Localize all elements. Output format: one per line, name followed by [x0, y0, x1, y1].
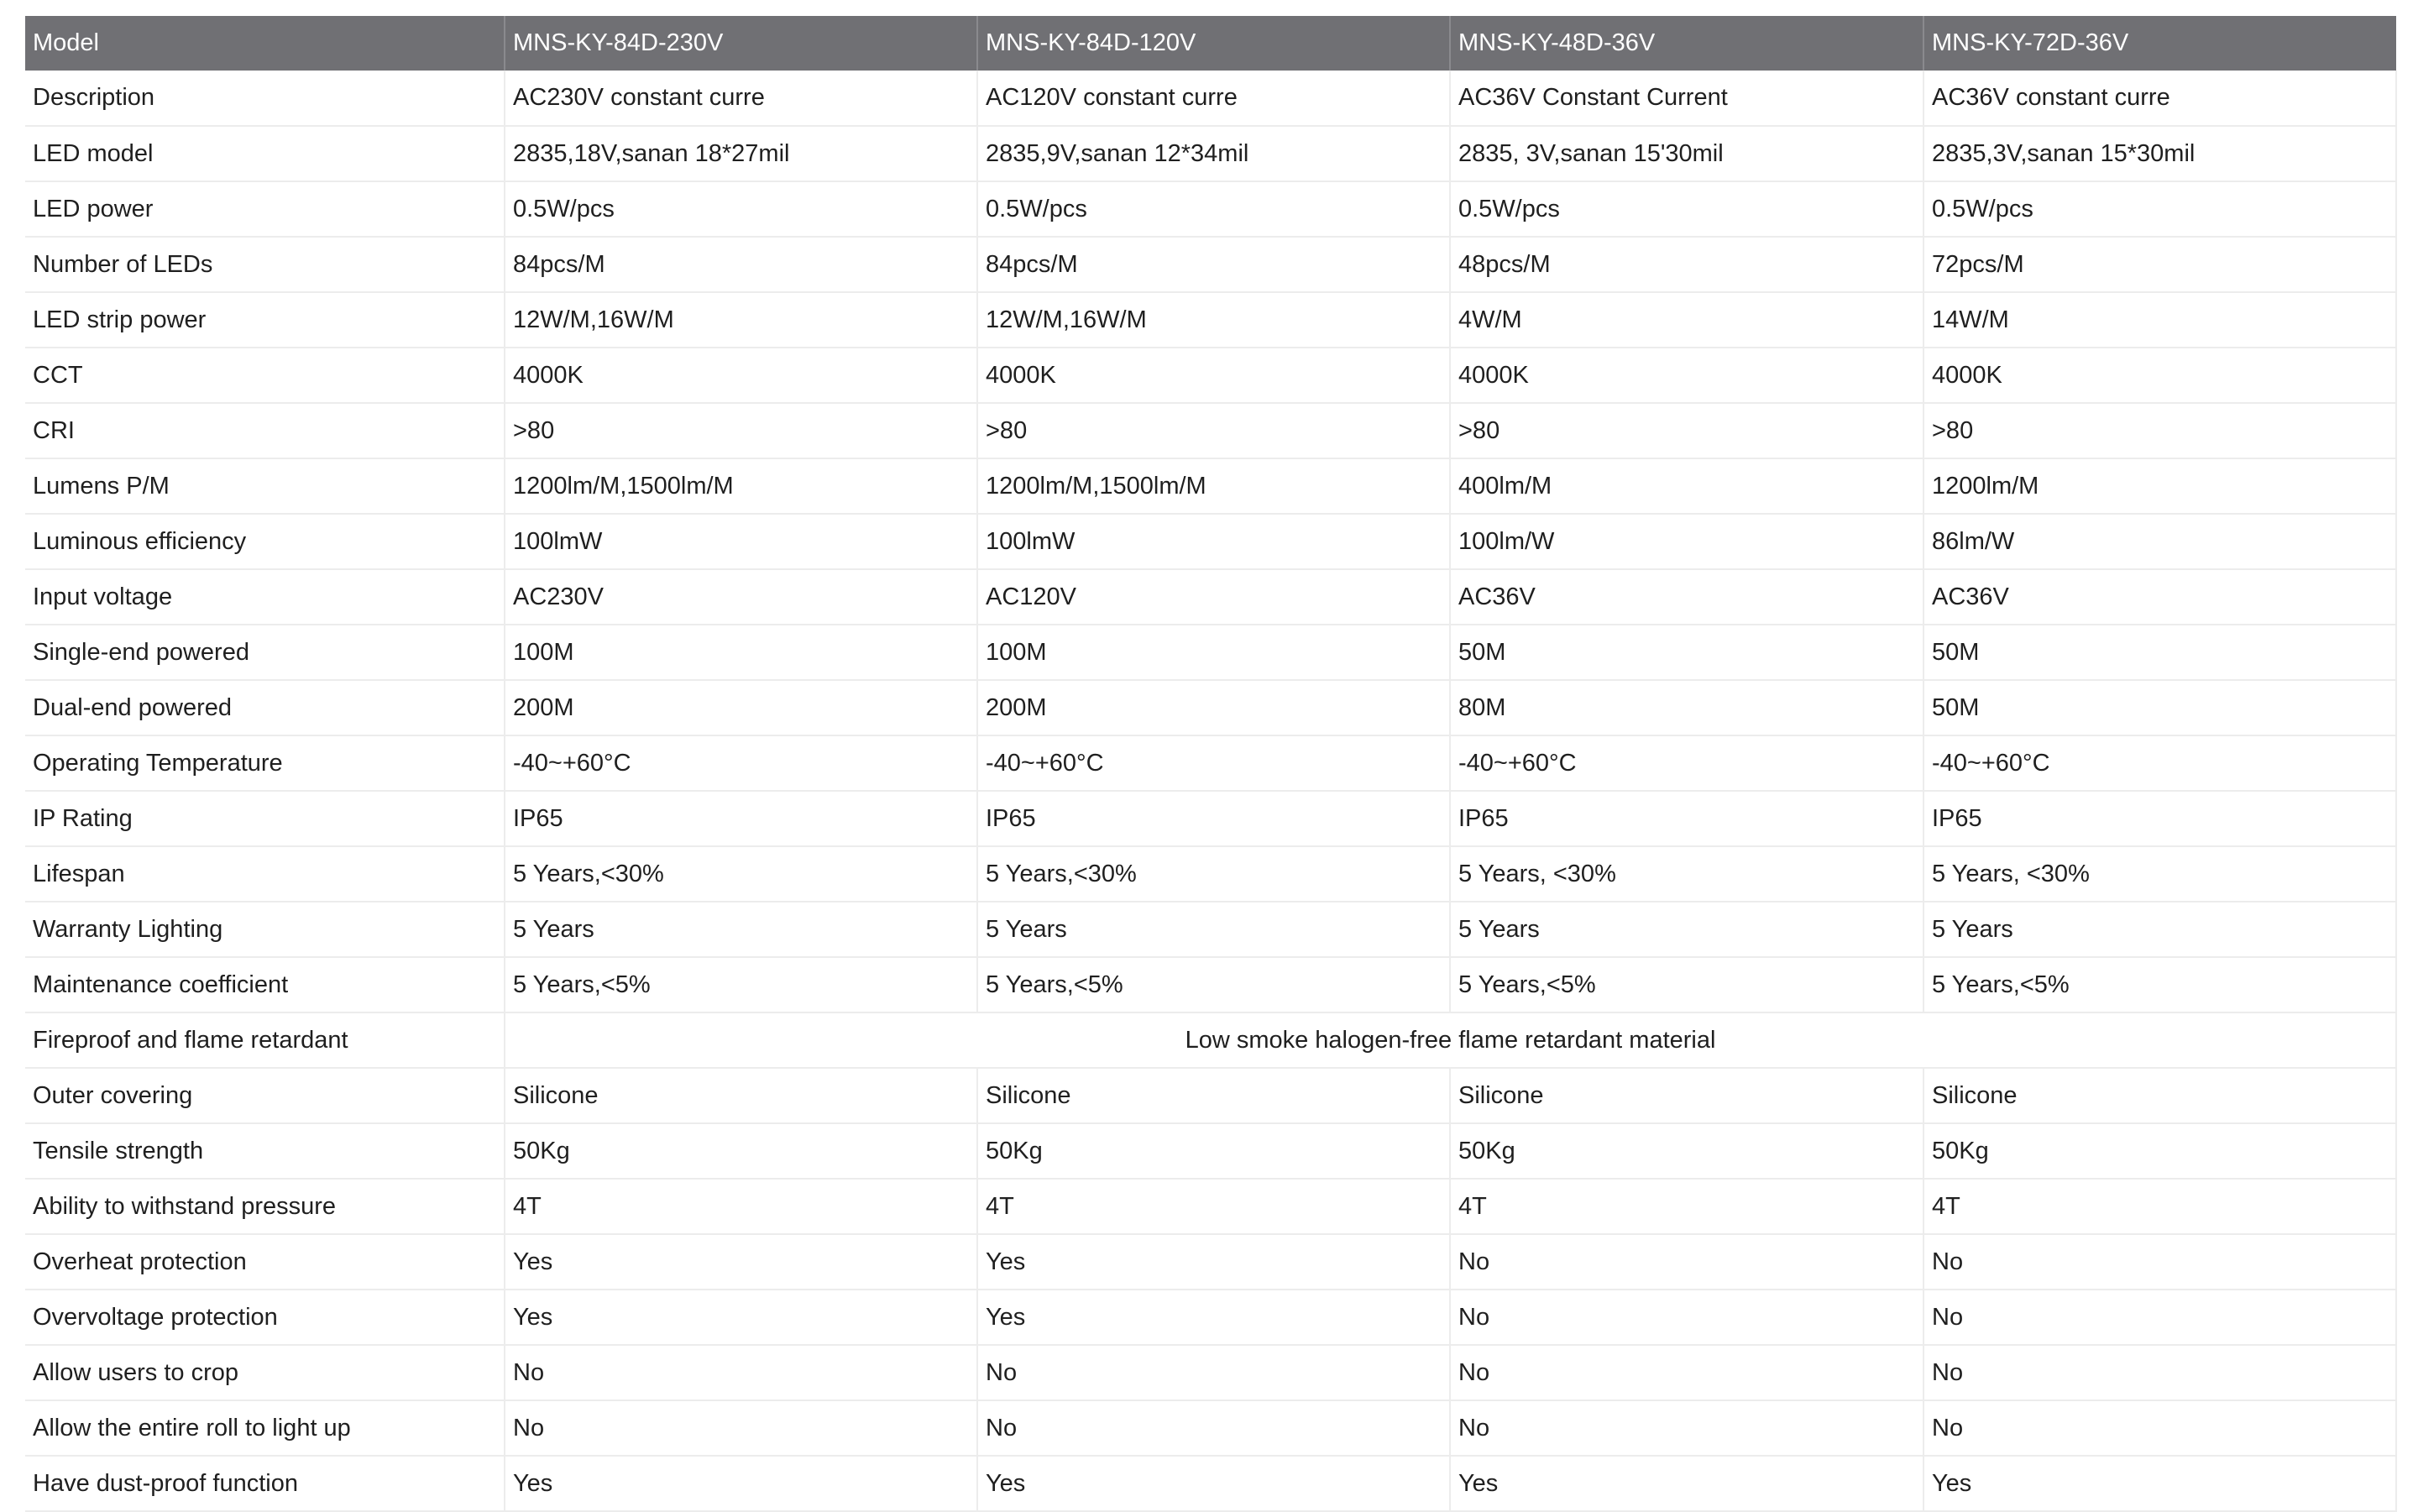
spec-cell: 72pcs/M [1923, 237, 2396, 292]
spec-cell: AC36V [1450, 569, 1923, 625]
spec-cell: 5 Years,<5% [977, 957, 1450, 1012]
spec-cell: 200M [505, 680, 977, 735]
spec-cell: 0.5W/pcs [505, 181, 977, 237]
table-row [25, 846, 2396, 902]
row-label: LED strip power [25, 292, 505, 348]
header-column-4: MNS-KY-72D-36V [1923, 16, 2396, 71]
table-row [25, 403, 2396, 458]
row-label: CCT [25, 348, 505, 403]
spec-cell: 5 Years,<5% [1450, 957, 1923, 1012]
table-header [25, 16, 2396, 71]
table-body [25, 71, 2396, 1511]
row-label: Tensile strength [25, 1123, 505, 1179]
spec-cell: 50M [1923, 680, 2396, 735]
spec-cell: 0.5W/pcs [1450, 181, 1923, 237]
spec-table [25, 16, 2397, 1512]
table-row [25, 1290, 2396, 1345]
spec-cell: Silicone [1450, 1068, 1923, 1123]
spec-cell: AC120V [977, 569, 1450, 625]
spec-cell: 50Kg [1923, 1123, 2396, 1179]
spec-cell: AC36V constant curre [1923, 71, 2396, 126]
spec-cell: No [977, 1345, 1450, 1400]
spec-cell: >80 [977, 403, 1450, 458]
spec-cell: 2835,18V,sanan 18*27mil [505, 126, 977, 181]
spec-cell: -40~+60°C [1923, 735, 2396, 791]
row-label: Allow users to crop [25, 1345, 505, 1400]
spec-cell: Yes [505, 1290, 977, 1345]
table-row [25, 292, 2396, 348]
table-row [25, 237, 2396, 292]
header-model: Model [25, 16, 505, 71]
table-row [25, 1123, 2396, 1179]
spec-cell: 4T [1923, 1179, 2396, 1234]
table-row [25, 791, 2396, 846]
spec-cell: 5 Years,<5% [1923, 957, 2396, 1012]
spec-cell: 84pcs/M [505, 237, 977, 292]
spec-cell: IP65 [1923, 791, 2396, 846]
spec-cell: Yes [1450, 1456, 1923, 1511]
spec-cell: 50M [1450, 625, 1923, 680]
spec-cell: 50Kg [1450, 1123, 1923, 1179]
spec-cell: 5 Years,<5% [505, 957, 977, 1012]
spec-cell: No [505, 1400, 977, 1456]
spec-cell: 4000K [1450, 348, 1923, 403]
spec-cell: IP65 [505, 791, 977, 846]
row-label: Outer covering [25, 1068, 505, 1123]
spec-cell: -40~+60°C [505, 735, 977, 791]
spec-cell: IP65 [977, 791, 1450, 846]
spec-cell: No [1450, 1400, 1923, 1456]
row-label: Single-end powered [25, 625, 505, 680]
table-row-merged [25, 1012, 2396, 1068]
spec-cell: 1200lm/M,1500lm/M [505, 458, 977, 514]
spec-cell: 100lmW [977, 514, 1450, 569]
header-column-3: MNS-KY-48D-36V [1450, 16, 1923, 71]
spec-cell: -40~+60°C [977, 735, 1450, 791]
table-row [25, 625, 2396, 680]
spec-cell: >80 [1923, 403, 2396, 458]
spec-cell: IP65 [1450, 791, 1923, 846]
spec-cell: 5 Years,<30% [977, 846, 1450, 902]
spec-cell: Yes [1923, 1456, 2396, 1511]
spec-cell: 5 Years, <30% [1450, 846, 1923, 902]
spec-cell: Yes [977, 1456, 1450, 1511]
spec-cell: AC230V constant curre [505, 71, 977, 126]
table-row [25, 126, 2396, 181]
table-row [25, 569, 2396, 625]
table-row [25, 957, 2396, 1012]
table-row [25, 902, 2396, 957]
spec-cell: No [1450, 1234, 1923, 1290]
spec-cell: 4W/M [1450, 292, 1923, 348]
spec-cell: 5 Years [505, 902, 977, 957]
row-label: Warranty Lighting [25, 902, 505, 957]
spec-cell: No [1450, 1345, 1923, 1400]
spec-cell: AC36V Constant Current [1450, 71, 1923, 126]
spec-cell: 48pcs/M [1450, 237, 1923, 292]
spec-cell: AC230V [505, 569, 977, 625]
spec-cell: Yes [505, 1456, 977, 1511]
spec-cell: No [1450, 1290, 1923, 1345]
spec-cell: 4T [1450, 1179, 1923, 1234]
spec-cell: Yes [977, 1234, 1450, 1290]
row-label: CRI [25, 403, 505, 458]
row-label: Description [25, 71, 505, 126]
spec-cell: 5 Years [977, 902, 1450, 957]
spec-cell: >80 [1450, 403, 1923, 458]
spec-cell: Yes [977, 1290, 1450, 1345]
table-row [25, 1456, 2396, 1511]
spec-cell: 50Kg [505, 1123, 977, 1179]
spec-cell: AC120V constant curre [977, 71, 1450, 126]
row-label: Ability to withstand pressure [25, 1179, 505, 1234]
spec-cell: 50M [1923, 625, 2396, 680]
table-row [25, 1400, 2396, 1456]
table-row [25, 680, 2396, 735]
spec-cell: 2835,3V,sanan 15*30mil [1923, 126, 2396, 181]
row-label: Operating Temperature [25, 735, 505, 791]
spec-cell: 5 Years [1450, 902, 1923, 957]
spec-cell: No [1923, 1290, 2396, 1345]
spec-cell: 200M [977, 680, 1450, 735]
spec-cell: 4T [977, 1179, 1450, 1234]
row-label: Have dust-proof function [25, 1456, 505, 1511]
spec-cell: Yes [505, 1234, 977, 1290]
row-label: Number of LEDs [25, 237, 505, 292]
spec-cell: 4000K [1923, 348, 2396, 403]
spec-cell: No [1923, 1234, 2396, 1290]
table-row [25, 1179, 2396, 1234]
spec-cell: 400lm/M [1450, 458, 1923, 514]
spec-cell: 2835,9V,sanan 12*34mil [977, 126, 1450, 181]
header-column-1: MNS-KY-84D-230V [505, 16, 977, 71]
spec-cell: 1200lm/M,1500lm/M [977, 458, 1450, 514]
spec-cell: 12W/M,16W/M [505, 292, 977, 348]
row-label: Maintenance coefficient [25, 957, 505, 1012]
table-row [25, 181, 2396, 237]
spec-cell: 0.5W/pcs [977, 181, 1450, 237]
row-label: IP Rating [25, 791, 505, 846]
spec-cell: 12W/M,16W/M [977, 292, 1450, 348]
spec-cell: 100lm/W [1450, 514, 1923, 569]
row-label: Overvoltage protection [25, 1290, 505, 1345]
spec-cell: 4000K [977, 348, 1450, 403]
spec-cell: Silicone [977, 1068, 1450, 1123]
spec-cell: 100M [977, 625, 1450, 680]
spec-cell: 14W/M [1923, 292, 2396, 348]
spec-cell: 84pcs/M [977, 237, 1450, 292]
spec-cell: 5 Years,<30% [505, 846, 977, 902]
spec-cell: Silicone [505, 1068, 977, 1123]
spec-cell: -40~+60°C [1450, 735, 1923, 791]
row-label: LED model [25, 126, 505, 181]
spec-cell: 100lmW [505, 514, 977, 569]
merged-spec-cell: Low smoke halogen-free flame retardant material [505, 1012, 2396, 1068]
spec-cell: Silicone [1923, 1068, 2396, 1123]
header-row [25, 16, 2396, 71]
row-label: Allow the entire roll to light up [25, 1400, 505, 1456]
row-label: LED power [25, 181, 505, 237]
spec-cell: 86lm/W [1923, 514, 2396, 569]
table-row [25, 1234, 2396, 1290]
spec-cell: >80 [505, 403, 977, 458]
table-row [25, 1068, 2396, 1123]
spec-cell: AC36V [1923, 569, 2396, 625]
spec-cell: No [1923, 1400, 2396, 1456]
spec-cell: No [1923, 1345, 2396, 1400]
row-label: Lumens P/M [25, 458, 505, 514]
row-label: Dual-end powered [25, 680, 505, 735]
spec-cell: 2835, 3V,sanan 15'30mil [1450, 126, 1923, 181]
row-label: Fireproof and flame retardant [25, 1012, 505, 1068]
table-row [25, 348, 2396, 403]
spec-cell: 4T [505, 1179, 977, 1234]
spec-cell: 4000K [505, 348, 977, 403]
spec-cell: 1200lm/M [1923, 458, 2396, 514]
spec-cell: No [505, 1345, 977, 1400]
table-row [25, 735, 2396, 791]
table-row [25, 71, 2396, 126]
row-label: Overheat protection [25, 1234, 505, 1290]
spec-cell: 50Kg [977, 1123, 1450, 1179]
row-label: Luminous efficiency [25, 514, 505, 569]
table-row [25, 1345, 2396, 1400]
header-column-2: MNS-KY-84D-120V [977, 16, 1450, 71]
row-label: Lifespan [25, 846, 505, 902]
spec-cell: 100M [505, 625, 977, 680]
spec-cell: No [977, 1400, 1450, 1456]
spec-cell: 5 Years, <30% [1923, 846, 2396, 902]
table-row [25, 514, 2396, 569]
spec-cell: 5 Years [1923, 902, 2396, 957]
spec-cell: 80M [1450, 680, 1923, 735]
row-label: Input voltage [25, 569, 505, 625]
table-row [25, 458, 2396, 514]
spec-cell: 0.5W/pcs [1923, 181, 2396, 237]
